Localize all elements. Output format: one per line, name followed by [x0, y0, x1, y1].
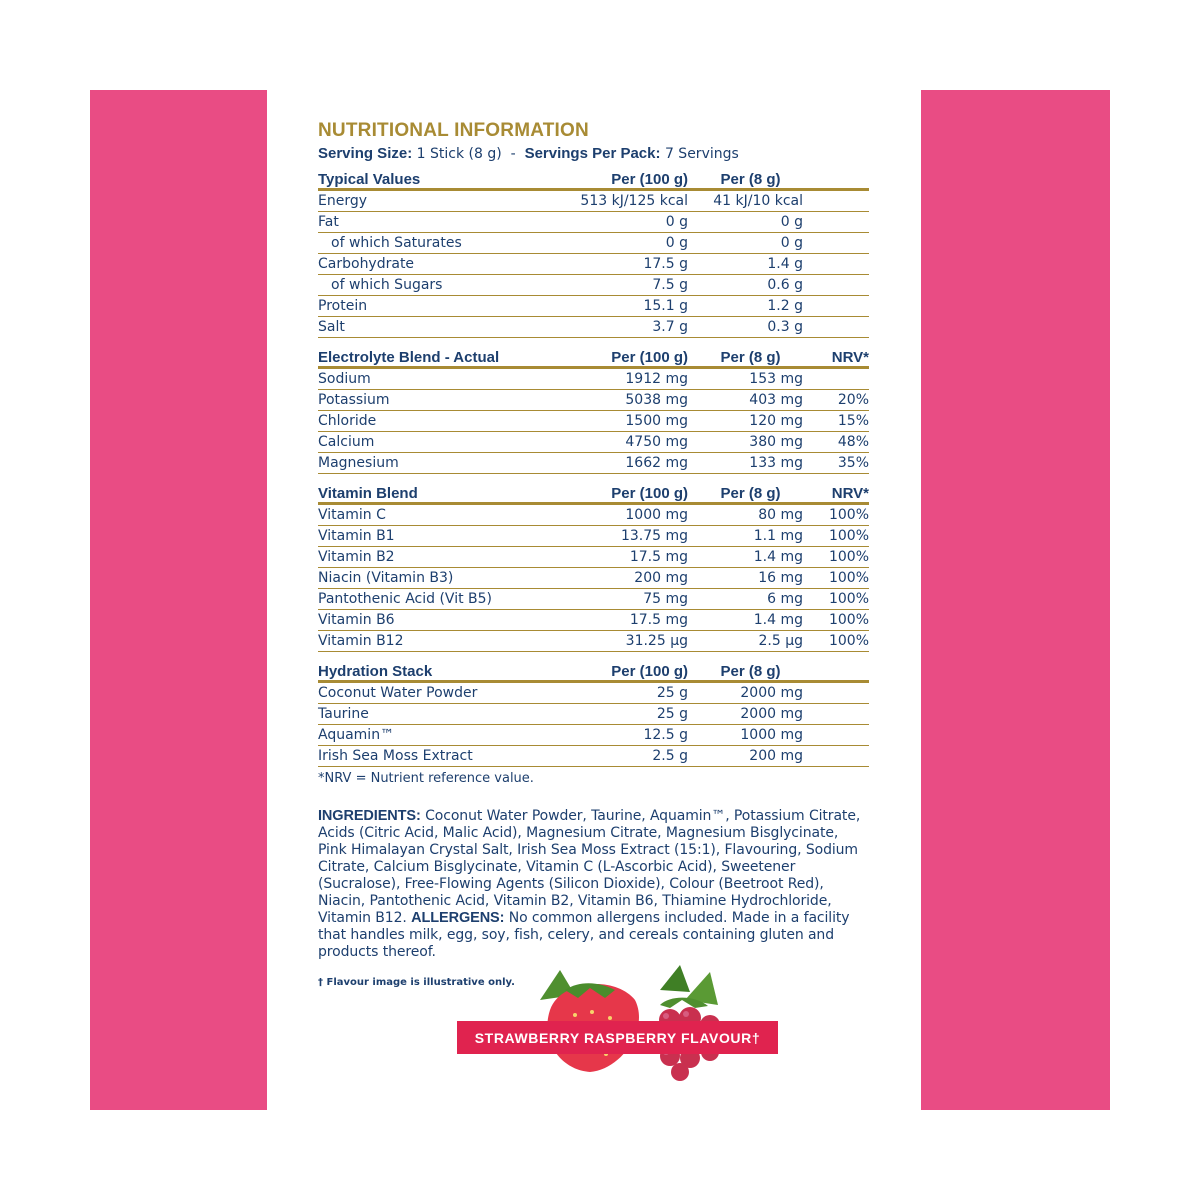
row-per100: 31.25 µg — [568, 631, 688, 652]
table-row — [318, 317, 869, 338]
typical-header-per8: Per (8 g) — [688, 168, 803, 190]
row-per100: 25 g — [568, 682, 688, 704]
allergens-text: No common allergens included. Made in a facility that handles milk, egg, soy, fish, celery, and cereals containing gluten and products thereof. — [318, 910, 850, 960]
serving-separator: - — [510, 146, 516, 162]
row-per8: 1.2 g — [688, 296, 803, 317]
row-per8: 6 mg — [688, 589, 803, 610]
row-nrv: 100% — [803, 547, 869, 568]
table-row — [318, 411, 869, 432]
table-row — [318, 682, 869, 704]
vitamin-header-per8: Per (8 g) — [688, 482, 803, 504]
table-row — [318, 610, 869, 631]
row-nrv: 100% — [803, 589, 869, 610]
table-row — [318, 568, 869, 589]
left-pink-band — [90, 90, 267, 1110]
electrolyte-header-per100: Per (100 g) — [568, 346, 688, 368]
nutrition-panel — [318, 118, 870, 961]
row-per8: 16 mg — [688, 568, 803, 589]
electrolyte-header-per8: Per (8 g) — [688, 346, 803, 368]
electrolyte-header-name: Electrolyte Blend - Actual — [318, 346, 568, 368]
row-per8: 0 g — [688, 233, 803, 254]
row-per8: 120 mg — [688, 411, 803, 432]
hydration-table — [318, 660, 869, 767]
vitamin-table — [318, 482, 869, 652]
row-name: Carbohydrate — [318, 254, 568, 275]
row-name: Calcium — [318, 432, 568, 453]
row-per100: 4750 mg — [568, 432, 688, 453]
row-name: Energy — [318, 190, 568, 212]
row-name: of which Saturates — [318, 233, 568, 254]
row-per8: 403 mg — [688, 390, 803, 411]
serving-size-label: Serving Size: — [318, 145, 413, 162]
row-nrv: 100% — [803, 568, 869, 589]
row-nrv: 15% — [803, 411, 869, 432]
row-per8: 41 kJ/10 kcal — [688, 190, 803, 212]
row-nrv: 35% — [803, 453, 869, 474]
row-per8: 2000 mg — [688, 704, 803, 725]
row-per8: 1000 mg — [688, 725, 803, 746]
row-per8: 1.4 mg — [688, 610, 803, 631]
row-per100: 17.5 g — [568, 254, 688, 275]
row-name: Vitamin C — [318, 504, 568, 526]
typical-header-per100: Per (100 g) — [568, 168, 688, 190]
table-row — [318, 547, 869, 568]
row-per100: 1912 mg — [568, 368, 688, 390]
hydration-header-per8: Per (8 g) — [688, 660, 803, 682]
electrolyte-table — [318, 346, 869, 474]
table-row — [318, 368, 869, 390]
row-per100: 17.5 mg — [568, 547, 688, 568]
row-per100: 2.5 g — [568, 746, 688, 767]
table-row — [318, 746, 869, 767]
row-per100: 1662 mg — [568, 453, 688, 474]
row-name: Vitamin B1 — [318, 526, 568, 547]
row-name: Fat — [318, 212, 568, 233]
row-per8: 2.5 µg — [688, 631, 803, 652]
row-per8: 2000 mg — [688, 682, 803, 704]
typical-header-name: Typical Values — [318, 168, 568, 190]
row-per100: 0 g — [568, 233, 688, 254]
row-per100: 513 kJ/125 kcal — [568, 190, 688, 212]
table-row — [318, 704, 869, 725]
serving-size-value: 1 Stick (8 g) — [416, 146, 502, 162]
row-per100: 13.75 mg — [568, 526, 688, 547]
table-row — [318, 504, 869, 526]
row-name: Niacin (Vitamin B3) — [318, 568, 568, 589]
row-per100: 5038 mg — [568, 390, 688, 411]
typical-header-nrv — [803, 168, 869, 190]
row-per100: 200 mg — [568, 568, 688, 589]
row-name: Vitamin B2 — [318, 547, 568, 568]
row-name: Protein — [318, 296, 568, 317]
electrolyte-header-nrv: NRV* — [803, 346, 869, 368]
ingredients-block — [318, 808, 870, 961]
row-name: Vitamin B6 — [318, 610, 568, 631]
vitamin-header-per100: Per (100 g) — [568, 482, 688, 504]
flavour-disclaimer: † Flavour image is illustrative only. — [318, 977, 515, 988]
row-nrv: 100% — [803, 526, 869, 547]
row-per8: 1.1 mg — [688, 526, 803, 547]
row-name: Chloride — [318, 411, 568, 432]
flavour-banner: STRAWBERRY RASPBERRY FLAVOUR† — [457, 1021, 778, 1054]
table-row — [318, 631, 869, 652]
row-name: Salt — [318, 317, 568, 338]
nrv-footnote: *NRV = Nutrient reference value. — [318, 771, 534, 786]
row-per8: 380 mg — [688, 432, 803, 453]
row-per8: 153 mg — [688, 368, 803, 390]
row-per8: 0.6 g — [688, 275, 803, 296]
row-nrv — [803, 368, 869, 390]
table-row — [318, 453, 869, 474]
table-row — [318, 432, 869, 453]
hydration-header-nrv — [803, 660, 869, 682]
vitamin-header-nrv: NRV* — [803, 482, 869, 504]
row-per100: 7.5 g — [568, 275, 688, 296]
typical-values-table — [318, 168, 869, 338]
table-row — [318, 190, 869, 212]
servings-per-pack-value: 7 Servings — [664, 146, 739, 162]
table-row — [318, 275, 869, 296]
vitamin-header-name: Vitamin Blend — [318, 482, 568, 504]
row-name: Sodium — [318, 368, 568, 390]
row-nrv: 100% — [803, 610, 869, 631]
row-per8: 200 mg — [688, 746, 803, 767]
ingredients-text: Coconut Water Powder, Taurine, Aquamin™, Potassium Citrate, Acids (Citric Acid, Malic Acid), Magnesium Citrate, Magnesium Bisglycinate, Pink Himalayan Crystal Salt, Irish Sea Moss Extract (15:1), Flavouring, Sodium Citrate, Calcium Bisglycinate, Vitamin C (L-Ascorbic Acid), Sweetener (Sucralose), Free-Flowing Agents (Silicon Dioxide), Colour (Beetroot Red), Niacin, Pantothenic Acid, Vitamin B2, Vitamin B6, Thiamine Hydrochloride, Vitamin B12. — [318, 808, 861, 926]
row-per8: 0.3 g — [688, 317, 803, 338]
table-row — [318, 296, 869, 317]
allergens-label: ALLERGENS: — [411, 910, 505, 926]
row-name: Taurine — [318, 704, 568, 725]
row-nrv: 20% — [803, 390, 869, 411]
table-row — [318, 390, 869, 411]
row-per100: 0 g — [568, 212, 688, 233]
row-per100: 12.5 g — [568, 725, 688, 746]
row-name: Aquamin™ — [318, 725, 568, 746]
row-nrv: 100% — [803, 504, 869, 526]
table-row — [318, 233, 869, 254]
row-name: Pantothenic Acid (Vit B5) — [318, 589, 568, 610]
row-per100: 17.5 mg — [568, 610, 688, 631]
row-per8: 133 mg — [688, 453, 803, 474]
row-per8: 1.4 mg — [688, 547, 803, 568]
right-pink-band — [921, 90, 1110, 1110]
row-nrv: 48% — [803, 432, 869, 453]
table-row — [318, 725, 869, 746]
row-per100: 1000 mg — [568, 504, 688, 526]
page-title: NUTRITIONAL INFORMATION — [318, 120, 589, 141]
servings-per-pack-label: Servings Per Pack: — [524, 145, 661, 162]
row-per8: 1.4 g — [688, 254, 803, 275]
row-per100: 25 g — [568, 704, 688, 725]
row-per100: 75 mg — [568, 589, 688, 610]
ingredients-label: INGREDIENTS: — [318, 808, 421, 824]
serving-info — [318, 144, 870, 164]
hydration-header-per100: Per (100 g) — [568, 660, 688, 682]
row-per100: 3.7 g — [568, 317, 688, 338]
hydration-header-name: Hydration Stack — [318, 660, 568, 682]
row-name: Irish Sea Moss Extract — [318, 746, 568, 767]
row-per8: 0 g — [688, 212, 803, 233]
row-nrv: 100% — [803, 631, 869, 652]
row-per8: 80 mg — [688, 504, 803, 526]
row-per100: 15.1 g — [568, 296, 688, 317]
table-row — [318, 526, 869, 547]
row-per100: 1500 mg — [568, 411, 688, 432]
row-name: Coconut Water Powder — [318, 682, 568, 704]
table-row — [318, 589, 869, 610]
row-name: Magnesium — [318, 453, 568, 474]
row-name: Potassium — [318, 390, 568, 411]
row-name: of which Sugars — [318, 275, 568, 296]
row-name: Vitamin B12 — [318, 631, 568, 652]
table-row — [318, 254, 869, 275]
table-row — [318, 212, 869, 233]
